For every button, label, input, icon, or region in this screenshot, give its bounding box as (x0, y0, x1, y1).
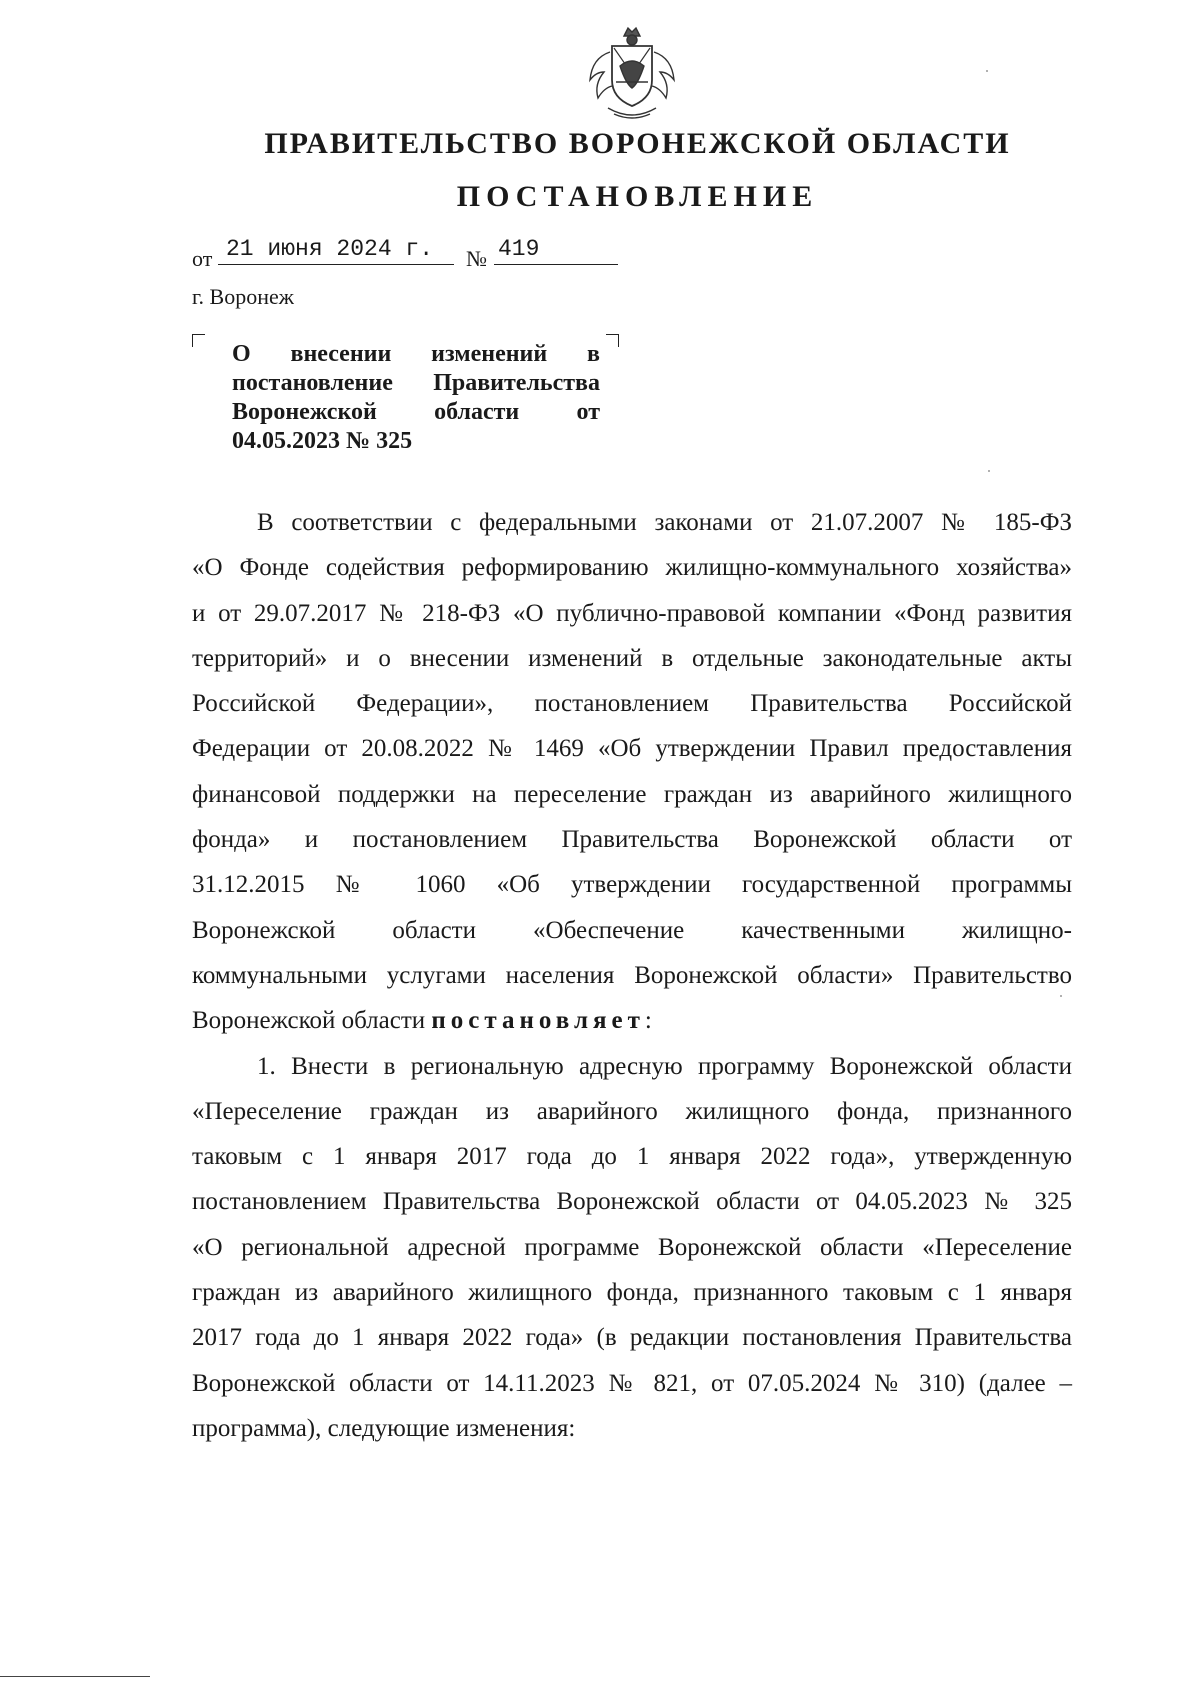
preamble-line: коммунальными услугами населения Воронежской области» Правительство (192, 961, 1072, 989)
date-number-row (192, 236, 622, 271)
document-body (192, 500, 1072, 1451)
preamble-line: «О Фонде содействия реформированию жилищно-коммунального хозяйства» (192, 554, 1072, 582)
preamble-last-text: Воронежской области (192, 1007, 426, 1035)
preamble-last-line (192, 998, 1072, 1043)
preamble-line: фонда» и постановлением Правительства Воронежской области от (192, 826, 1072, 854)
subject-line: Воронежской области от (232, 399, 600, 425)
scan-speck (988, 470, 990, 472)
preamble-line: 31.12.2015 № 1060 «Об утверждении государственной программы (192, 871, 1072, 899)
item-line: Воронежской области от 14.11.2023 № 821, от 07.05.2024 № 310) (далее – (192, 1369, 1072, 1397)
item-line: 2017 года до 1 января 2022 года» (в редакции постановления Правительства (192, 1324, 1072, 1352)
item-line: «О региональной адресной программе Воронежской области «Переселение (192, 1233, 1072, 1261)
date-field (218, 236, 454, 265)
item-line: «Переселение граждан из аварийного жилищного фонда, признанного (192, 1097, 1072, 1125)
preamble-line: Воронежской области «Обеспечение качественными жилищно- (192, 916, 1072, 944)
number-sign: № (466, 246, 487, 271)
footer-rule (0, 1676, 150, 1677)
preamble-line: финансовой поддержки на переселение граждан из аварийного жилищного (192, 780, 1072, 808)
preamble-line: Российской Федерации», постановлением Правительства Российской (192, 690, 1072, 718)
subject-line: постановление Правительства (232, 370, 600, 396)
item-last-line: программа), следующие изменения: (192, 1414, 576, 1442)
subject-bracket-right (606, 334, 619, 347)
item-line: 1. Внести в региональную адресную программу Воронежской области (257, 1052, 1072, 1080)
decides-colon: : (644, 1007, 652, 1035)
document-date: 21 июня 2024 г. (226, 236, 434, 262)
subject-line: О внесении изменений в (232, 341, 600, 367)
subject-line: 04.05.2023 № 325 (232, 428, 413, 454)
subject-bracket-left (192, 334, 205, 347)
item-line: постановлением Правительства Воронежской области от 04.05.2023 № 325 (192, 1188, 1072, 1216)
city: г. Воронеж (192, 284, 294, 309)
number-field (494, 236, 618, 265)
preamble-line: Федерации от 20.08.2022 № 1469 «Об утверждении Правил предоставления (192, 735, 1072, 763)
scan-speck (1060, 995, 1062, 997)
item-line: граждан из аварийного жилищного фонда, признанного таковым с 1 января (192, 1279, 1072, 1307)
preamble-line: В соответствии с федеральными законами от 21.07.2007 № 185-ФЗ (257, 509, 1072, 536)
decides-word: постановляет (431, 1007, 645, 1035)
date-prefix: от (192, 246, 213, 271)
preamble-line: территорий» и о внесении изменений в отдельные законодательные акты (192, 644, 1072, 672)
scan-speck (986, 70, 988, 72)
document-number: 419 (498, 236, 540, 262)
document-subject (232, 340, 600, 456)
item-line: таковым с 1 января 2017 года до 1 января 2022 года», утвержденную (192, 1143, 1072, 1171)
preamble-line: и от 29.07.2017 № 218-ФЗ «О публично-правовой компании «Фонд развития (192, 599, 1072, 627)
coat-of-arms-icon (580, 22, 684, 130)
government-title: ПРАВИТЕЛЬСТВО ВОРОНЕЖСКОЙ ОБЛАСТИ (264, 127, 1011, 160)
document-type: ПОСТАНОВЛЕНИЕ (456, 180, 819, 213)
